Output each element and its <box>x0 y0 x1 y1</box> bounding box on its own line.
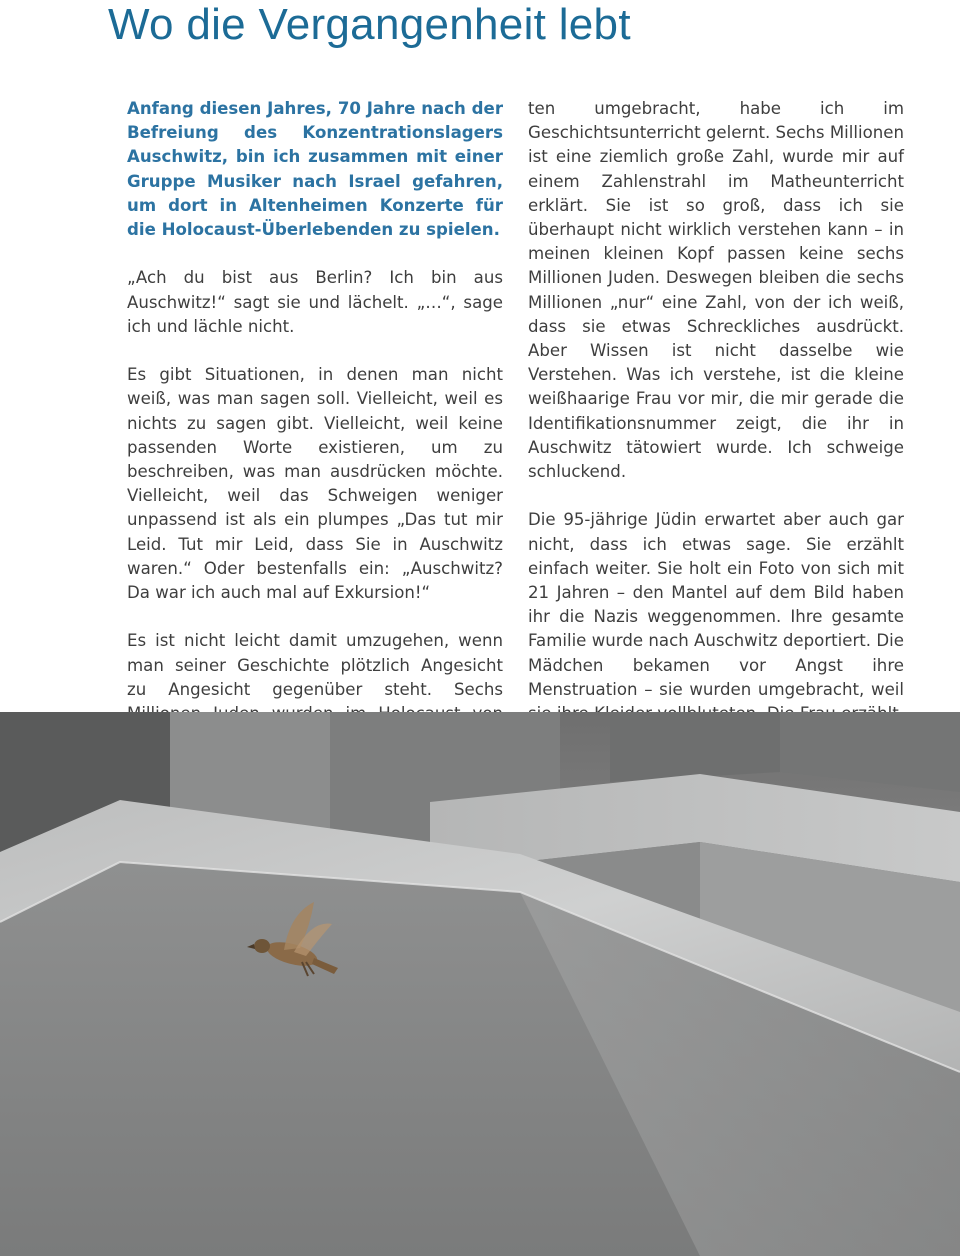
body-paragraph: Die 95-jährige Jüdin erwartet aber auch gar nicht, dass ich etwas sage. Sie erzählt einfach weiter. Sie holt ein Foto von sich mit 21 Jahren – den Mantel auf dem Bild haben ihr die Nazis weggenommen. Ihre gesamte Familie wurde nach Auschwitz deportiert. Die Mädchen bekamen vor Angst ihre Menstruation – sie wurden umgebracht, weil <box>528 510 904 699</box>
article-title: Wo die Vergangenheit lebt <box>108 0 631 49</box>
body-paragraph: ten umgebracht, habe ich im Geschichtsunterricht gelernt. Sechs Millionen ist eine ziemlich große Zahl, wurde mir auf einem Zahlenstrahl im Matheunterricht erklärt. Sie ist so groß, dass ich sie überhaupt nicht wirklich verstehen kann – in meinen kleinen Kopf passen keine sechs Millionen Juden. Deswegen bleiben die sechs Millionen „nur“ eine Zahl, von der ich weiß, dass sie etwas Schreckliches ausdrückt. Aber Wissen ist nicht dasselbe wie Verstehen. Was ich verstehe, ist die kleine weißhaarige Frau vor mir, die mir gerade die Identifikationsnummer zeigt, die ihr in Auschwitz tätowiert wurde. Ich schweige schluckend. <box>528 99 905 482</box>
left-text-column <box>127 97 503 750</box>
right-text-column <box>528 97 904 799</box>
body-paragraph: „Ach du bist aus Berlin? Ich bin aus Auschwitz!“ sagt sie und lächelt. „…“, sage ich und lächle nicht. <box>127 268 503 336</box>
memorial-photo <box>0 712 960 1256</box>
body-paragraph: Es ist nicht leicht damit umzugehen, wenn man seiner Geschichte plötzlich Angesicht zu Angesicht gegenüber steht. Sechs <box>127 631 503 699</box>
lead-paragraph: Anfang diesen Jahres, 70 Jahre nach der Befreiung des Konzentrationslagers Auschwitz, bin ich zusammen mit einer Gruppe Musiker nach Israel gefahren, um dort in Altenheimen Konzerte für die Holocaust-Überlebenden zu spielen. <box>127 99 503 240</box>
body-paragraph: Es gibt Situationen, in denen man nicht weiß, was man sagen soll. Vielleicht, weil es nichts zu sagen gibt. Vielleicht, weil keine passenden Worte existieren, um zu beschreiben, was man ausdrücken möchte. Vielleicht, weil das Schweigen weniger unpassend ist als ein plumpes „Das tut mir Leid. Tut mir Leid, dass Sie in Auschwitz waren.“ Oder bestenfalls ein: „Auschwitz? Da war ich auch mal auf Exkursion!“ <box>127 365 503 603</box>
